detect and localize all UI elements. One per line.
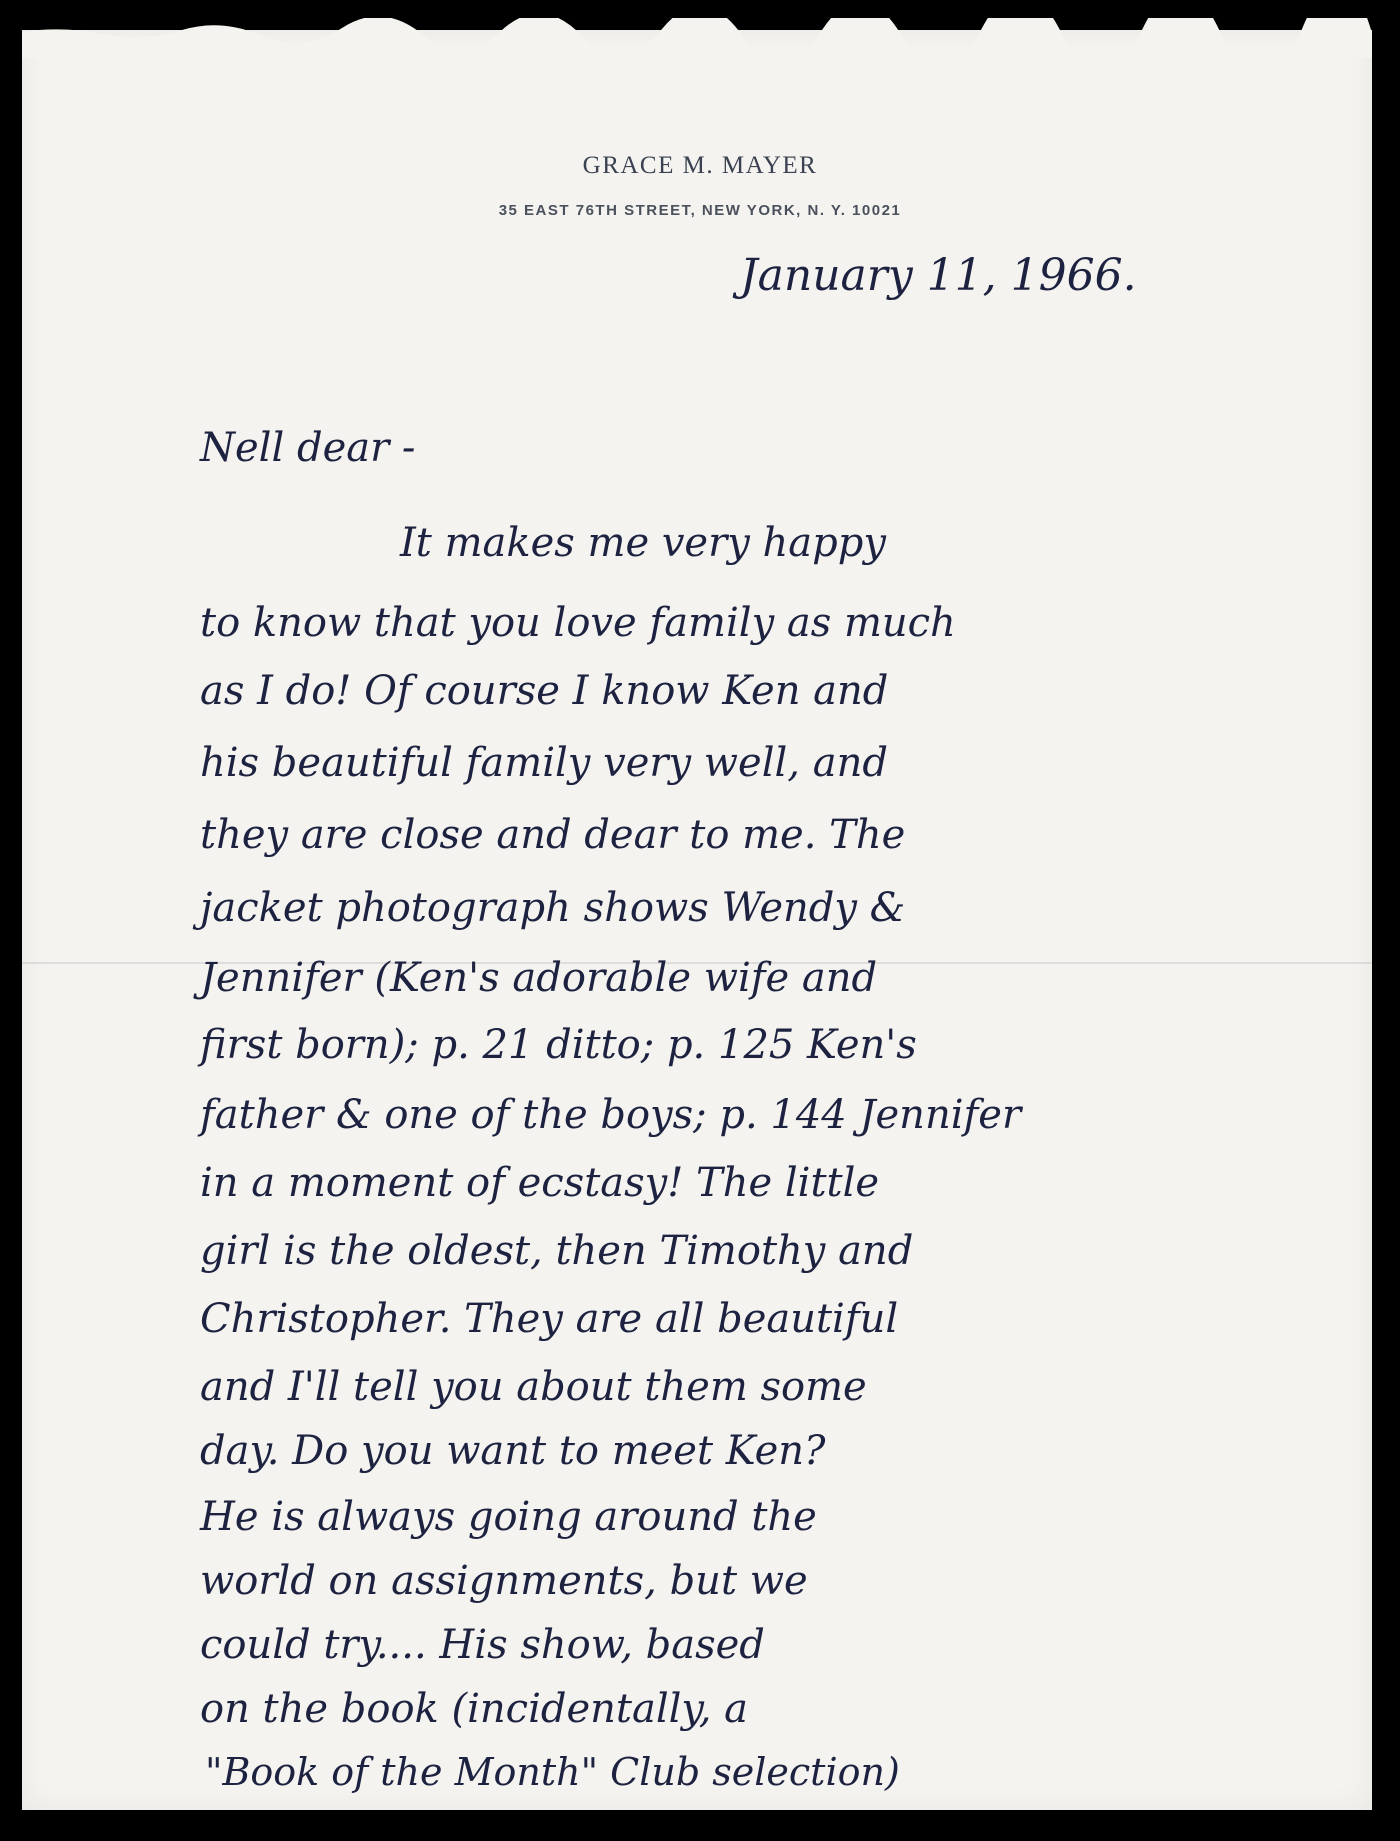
letter-salutation: Nell dear -	[200, 425, 416, 471]
letter-line: father & one of the boys; p. 144 Jennifer	[200, 1092, 1022, 1138]
letter-line: "Book of the Month" Club selection)	[205, 1750, 900, 1794]
letter-line: first born); p. 21 ditto; p. 125 Ken's	[200, 1022, 917, 1068]
letter-date: January 11, 1966.	[740, 250, 1137, 301]
letter-line: girl is the oldest, then Timothy and	[200, 1228, 914, 1274]
letter-line: they are close and dear to me. The	[200, 812, 906, 858]
letter-line: in a moment of ecstasy! The little	[200, 1160, 880, 1206]
letter-line: and I'll tell you about them some	[200, 1364, 867, 1410]
letter-line: day. Do you want to meet Ken?	[200, 1428, 826, 1474]
letter-line: could try.... His show, based	[200, 1622, 765, 1668]
letter-line: on the book (incidentally, a	[200, 1686, 748, 1732]
letter-line: It makes me very happy	[400, 520, 886, 566]
letter-line: jacket photograph shows Wendy &	[200, 885, 906, 931]
letterhead-name: GRACE M. MAYER	[582, 152, 818, 179]
letterhead-address: 35 EAST 76TH STREET, NEW YORK, N. Y. 10021	[498, 202, 902, 219]
letter-line: Jennifer (Ken's adorable wife and	[200, 955, 878, 1001]
letter-line: world on assignments, but we	[200, 1558, 808, 1604]
letter-line: to know that you love family as much	[200, 600, 956, 646]
letter-line: as I do! Of course I know Ken and	[200, 668, 889, 714]
letter-line: He is always going around the	[200, 1494, 817, 1540]
torn-paper-edge	[22, 18, 1372, 58]
letter-line: Christopher. They are all beautiful	[200, 1296, 899, 1342]
letter-line: his beautiful family very well, and	[200, 740, 888, 786]
